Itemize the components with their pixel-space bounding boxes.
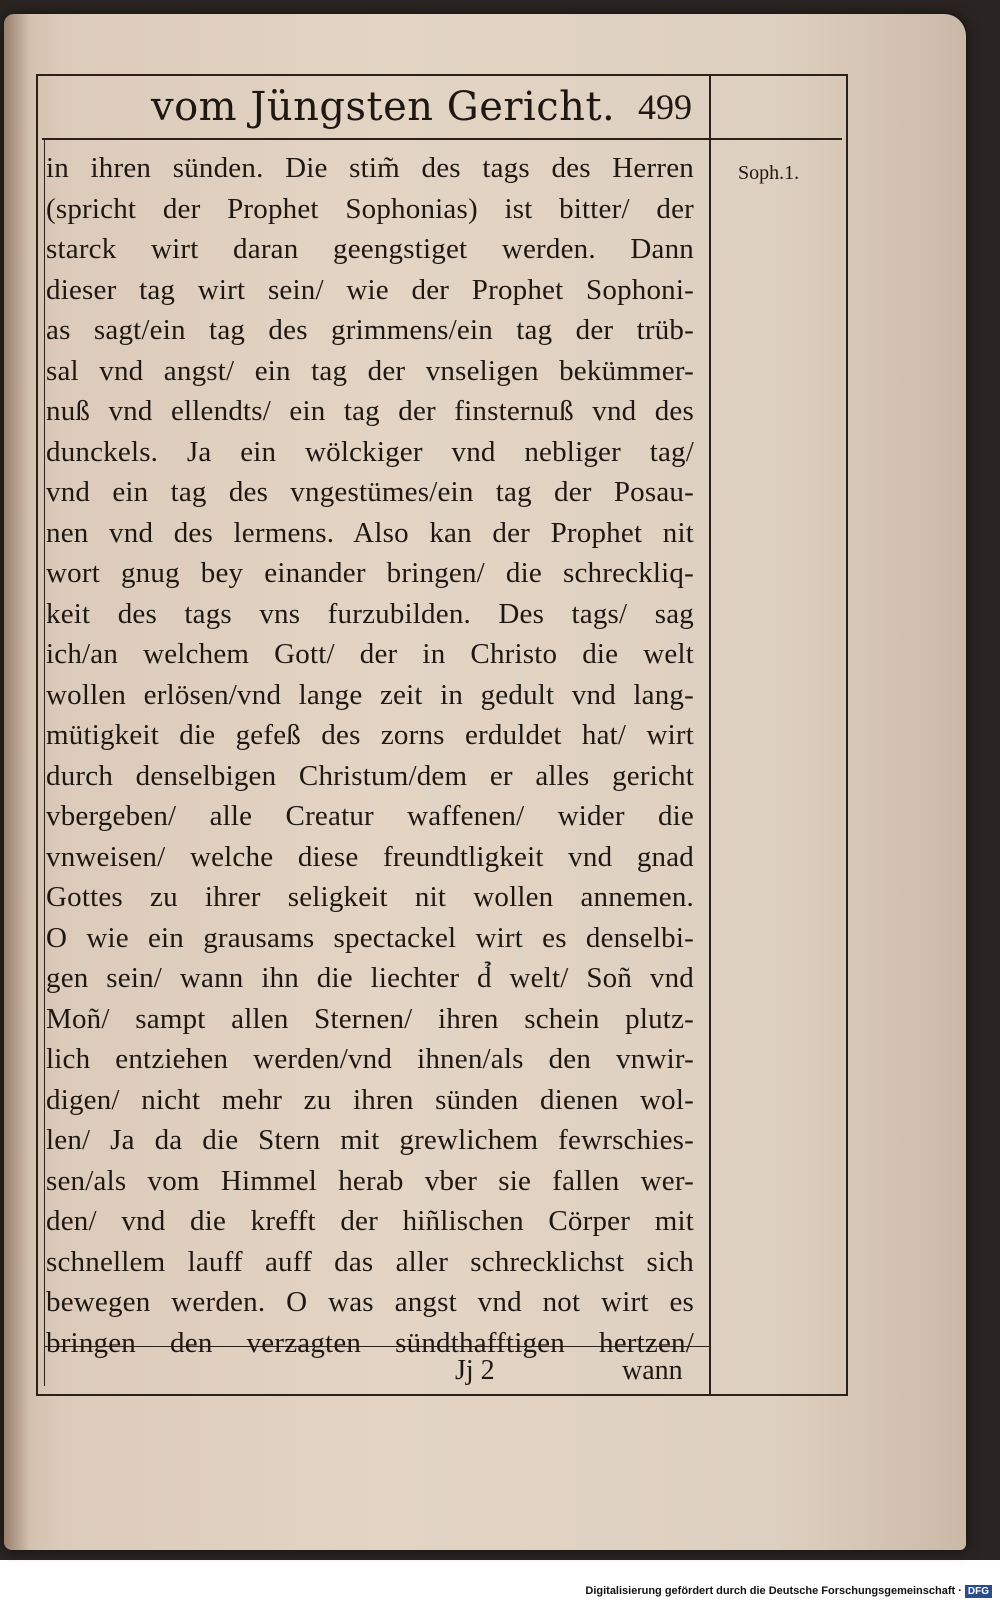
text-line: as sagt/ein tag des grimmens/ein tag der trüb- xyxy=(46,314,694,346)
credit-text: Digitalisierung gefördert durch die Deutsche Forschungsgemeinschaft · xyxy=(585,1585,962,1597)
text-line: durch denselbigen Christum/dem er alles gericht xyxy=(46,759,694,792)
text-line: in ihren sünden. Die stim̃ des tags des Herren xyxy=(46,152,694,184)
text-line: Gottes zu ihrer seligkeit nit wollen annemen. xyxy=(46,881,694,913)
text-line: sen/als vom Himmel herab vber sie fallen wer- xyxy=(46,1164,694,1197)
text-line: O wie ein grausams spectackel wirt es denselbi- xyxy=(46,921,694,954)
catchword: wann xyxy=(622,1355,683,1386)
body-text xyxy=(46,148,694,1363)
text-line: wollen erlösen/vnd lange zeit in gedult vnd lang- xyxy=(46,678,694,711)
page-number: 499 xyxy=(638,87,692,127)
text-line: sal vnd angst/ ein tag der vnseligen bekümmer- xyxy=(46,354,694,387)
text-line: vnd ein tag des vngestümes/ein tag der Posau- xyxy=(46,476,694,508)
running-title: vom Jüngsten Gericht. xyxy=(151,84,616,130)
text-line: nuß vnd ellendts/ ein tag der finsternuß vnd des xyxy=(46,395,694,427)
text-line: nen vnd des lermens. Also kan der Prophet nit xyxy=(46,516,694,549)
text-line: keit des tags vns furzubilden. Des tags/ sag xyxy=(46,597,694,630)
margin-column-rule xyxy=(709,76,711,1394)
text-line: dieser tag wirt sein/ wie der Prophet Sophoni- xyxy=(46,273,694,306)
text-line: dunckels. Ja ein wölckiger vnd nebliger tag/ xyxy=(46,435,694,468)
signature-mark: Jj 2 xyxy=(455,1355,495,1386)
text-line: vnweisen/ welche diese freundtligkeit vnd gnad xyxy=(46,840,694,873)
text-line: gen sein/ wann ihn die liechter d̉ welt/ Soñ vnd xyxy=(46,962,694,994)
running-head xyxy=(36,84,696,138)
text-line: starck wirt daran geengstiget werden. Dann xyxy=(46,233,694,265)
text-line: bringen den verzagten sündthafftigen hertzen/ xyxy=(46,1326,694,1359)
text-line: Moñ/ sampt allen Sternen/ ihren schein plutz- xyxy=(46,1002,694,1035)
text-line: (spricht der Prophet Sophonias) ist bitter/ der xyxy=(46,192,694,225)
text-line: den/ vnd die krefft der hiñlischen Cörper mit xyxy=(46,1205,694,1237)
text-line: len/ Ja da die Stern mit grewlichem fewrschies- xyxy=(46,1124,694,1156)
text-line: schnellem lauff auff das aller schrecklichst sich xyxy=(46,1245,694,1278)
dfg-logo: DFG xyxy=(965,1585,992,1598)
text-line: mütigkeit die gefeß des zorns erduldet hat/ wirt xyxy=(46,719,694,751)
text-left-rule xyxy=(44,138,45,1386)
header-rule xyxy=(42,138,842,140)
text-line: lich entziehen werden/vnd ihnen/als den vnwir- xyxy=(46,1043,694,1075)
text-line: bewegen werden. O was angst vnd not wirt es xyxy=(46,1286,694,1318)
text-line: ich/an welchem Gott/ der in Christo die welt xyxy=(46,638,694,670)
marginal-note: Soph.1. xyxy=(738,162,800,184)
text-line: wort gnug bey einander bringen/ die schreckliq- xyxy=(46,557,694,589)
digitization-credit xyxy=(585,1585,992,1598)
text-line: vbergeben/ alle Creatur waffenen/ wider die xyxy=(46,800,694,832)
text-line: digen/ nicht mehr zu ihren sünden dienen wol- xyxy=(46,1083,694,1116)
